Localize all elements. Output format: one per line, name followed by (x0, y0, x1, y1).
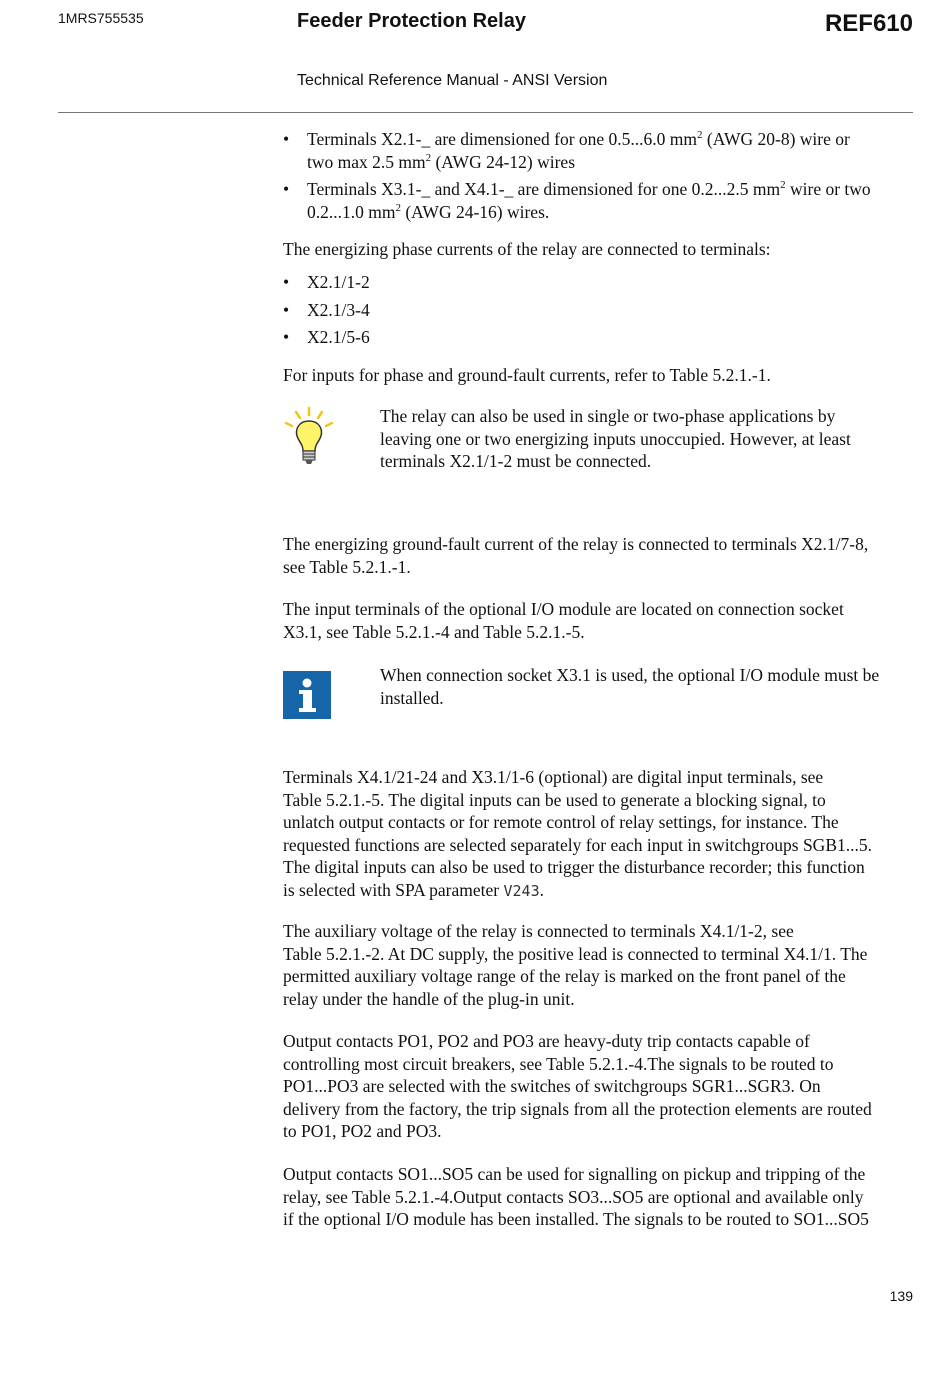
text: X2.1/3-4 (307, 299, 370, 320)
info-note (283, 664, 916, 724)
paragraph-line (283, 879, 916, 903)
paragraph (283, 598, 916, 643)
text: (AWG 20-8) wire or (702, 129, 850, 149)
paragraph-line: controlling most circuit breakers, see Table 5.2.1.-4.The signals to be routed to (283, 1053, 834, 1074)
bullet: • (283, 327, 290, 347)
paragraph-text: For inputs for phase and ground-fault currents, refer to Table 5.2.1.-1. (283, 365, 771, 385)
note-line: leaving one or two energizing inputs unoccupied. However, at least (380, 428, 851, 449)
text: is selected with SPA parameter (283, 879, 504, 900)
paragraph-line: PO1...PO3 are selected with the switches of switchgroups SGR1...SGR3. On (283, 1076, 821, 1096)
paragraph-line: unlatch output contacts or for remote control of relay settings, for instance. The (283, 812, 839, 832)
list-item (283, 128, 916, 173)
document-subtitle: Technical Reference Manual - ANSI Version (297, 72, 608, 89)
paragraph-line: Terminals X4.1/21-24 and X3.1/1-6 (optional) are digital input terminals, see (283, 767, 824, 787)
text: 0.2...1.0 mm (307, 201, 396, 222)
bullet: • (283, 299, 290, 320)
paragraph (283, 364, 916, 387)
paragraph-line: Table 5.2.1.-5. The digital inputs can be used to generate a blocking signal, to (283, 789, 826, 810)
paragraph-line: to PO1, PO2 and PO3. (283, 1121, 442, 1141)
paragraph-line: The energizing ground-fault current of the relay is connected to terminals X2.1/7-8, (283, 534, 869, 554)
paragraph (283, 533, 916, 578)
paragraph-line: relay, see Table 5.2.1.-4.Output contacts SO3...SO5 are optional and available only (283, 1186, 864, 1207)
text: two max 2.5 mm (307, 151, 426, 172)
product-name: REF610 (824, 10, 913, 37)
paragraph-line: The digital inputs can also be used to trigger the disturbance recorder; this function (283, 857, 865, 877)
paragraph-line: requested functions are selected separately for each input in switchgroups SGB1...5. (283, 834, 872, 855)
text: X2.1/1-2 (307, 272, 370, 292)
superscript: 2 (697, 129, 703, 142)
info-icon (283, 671, 331, 724)
lightbulb-icon (283, 405, 335, 474)
text: Terminals X3.1-_ and X4.1-_ are dimensioned for one 0.2...2.5 mm (307, 179, 781, 199)
paragraph-text: The energizing phase currents of the relay are connected to terminals: (283, 239, 771, 259)
document-title: Feeder Protection Relay (297, 10, 526, 32)
text: X2.1/5-6 (307, 327, 370, 347)
page-number: 139 (889, 1288, 913, 1304)
tip-note (283, 405, 916, 485)
bullet: • (283, 129, 290, 149)
paragraph-line: Output contacts SO1...SO5 can be used for signalling on pickup and tripping of the (283, 1164, 866, 1184)
terminal-list (283, 271, 916, 349)
text: (AWG 24-16) wires. (400, 201, 550, 222)
paragraph (283, 1030, 916, 1143)
paragraph (283, 238, 916, 261)
wire-dimension-list (283, 128, 916, 223)
list-item (283, 271, 916, 294)
text: wire or two (785, 179, 871, 199)
paragraph-line: permitted auxiliary voltage range of the relay is marked on the front panel of the (283, 966, 846, 986)
paragraph-line: X3.1, see Table 5.2.1.-4 and Table 5.2.1.-5. (283, 621, 585, 642)
note-line: terminals X2.1/1-2 must be connected. (380, 451, 652, 471)
bullet: • (283, 272, 290, 292)
note-line: When connection socket X3.1 is used, the optional I/O module must be (380, 665, 880, 685)
paragraph-line: Output contacts PO1, PO2 and PO3 are heavy-duty trip contacts capable of (283, 1031, 810, 1051)
paragraph-line: relay under the handle of the plug-in unit. (283, 988, 575, 1009)
paragraph (283, 766, 916, 902)
superscript: 2 (780, 179, 786, 192)
paragraph-line: delivery from the factory, the trip signals from all the protection elements are routed (283, 1098, 872, 1119)
paragraph-line: The auxiliary voltage of the relay is connected to terminals X4.1/1-2, see (283, 921, 794, 941)
list-item (283, 299, 916, 322)
text: Terminals X2.1-_ are dimensioned for one 0.5...6.0 mm (307, 129, 698, 149)
text: . (539, 879, 544, 900)
list-item (283, 326, 916, 349)
document-id: 1MRS755535 (58, 10, 144, 26)
paragraph-line: Table 5.2.1.-2. At DC supply, the positive lead is connected to terminal X4.1/1. The (283, 943, 868, 964)
header-divider (58, 112, 913, 113)
paragraph (283, 920, 916, 1010)
superscript: 2 (425, 151, 432, 164)
superscript: 2 (395, 201, 401, 214)
paragraph-line: The input terminals of the optional I/O module are located on connection socket (283, 599, 844, 619)
bullet: • (283, 179, 290, 199)
paragraph (283, 1163, 916, 1231)
list-item (283, 178, 916, 223)
spa-parameter-code: V243 (503, 881, 540, 900)
paragraph-line: see Table 5.2.1.-1. (283, 556, 411, 577)
paragraph-line: if the optional I/O module has been installed. The signals to be routed to SO1...SO5 (283, 1209, 869, 1229)
text: (AWG 24-12) wires (431, 151, 576, 172)
note-line: installed. (380, 687, 444, 708)
note-line: The relay can also be used in single or two-phase applications by (380, 406, 836, 426)
